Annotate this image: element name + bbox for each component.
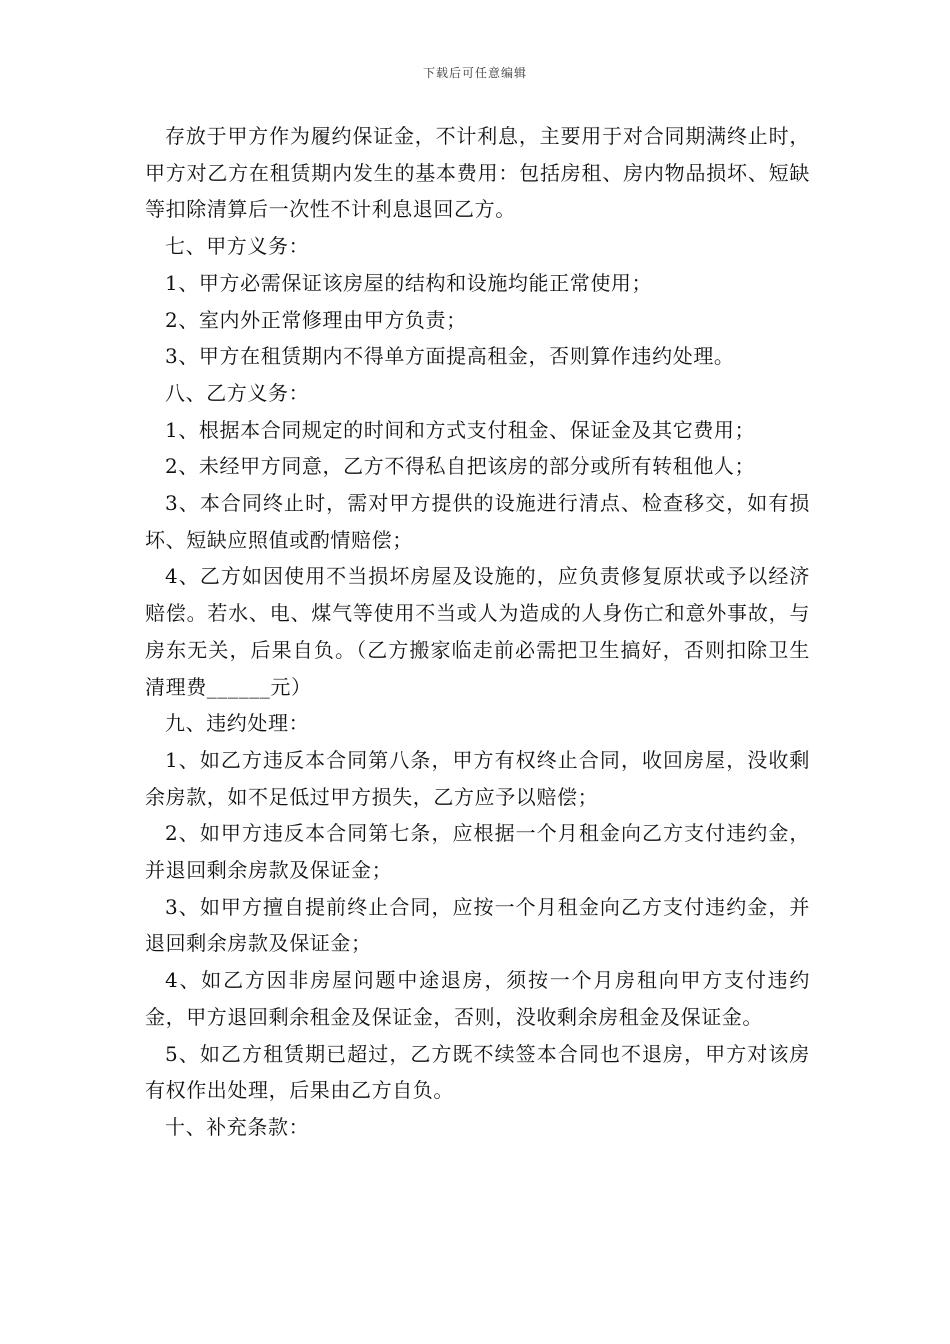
clause-breach-3: 3、如甲方擅自提前终止合同，应按一个月租金向乙方支付违约金，并退回剩余房款及保证金； — [145, 894, 810, 956]
clause-b-4: 4、乙方如因使用不当损坏房屋及设施的，应负责修复原状或予以经济赔偿。若水、电、煤气等使用不当或人为造成的人身伤亡和意外事故，与房东无关，后果自负。（乙方搬家临走前必需把卫生搞好，否则扣除卫生清理费______元） — [145, 564, 810, 699]
clause-breach-2: 2、如甲方违反本合同第七条，应根据一个月租金向乙方支付违约金，并退回剩余房款及保证金； — [145, 821, 810, 883]
document-body — [145, 118, 810, 1146]
paragraph-deposit: 存放于甲方作为履约保证金，不计利息，主要用于对合同期满终止时，甲方对乙方在租赁期内发生的基本费用：包括房租、房内物品损坏、短缺等扣除清算后一次性不计利息退回乙方。 — [145, 124, 810, 222]
section-heading-breach: 九、违约处理： — [165, 711, 310, 736]
clause-b-1: 1、根据本合同规定的时间和方式支付租金、保证金及其它费用； — [165, 417, 756, 442]
section-heading-party-b-obligations: 八、乙方义务： — [165, 380, 310, 405]
section-heading-supplementary: 十、补充条款： — [165, 1114, 310, 1139]
clause-breach-4: 4、如乙方因非房屋问题中途退房，须按一个月房租向甲方支付违约金，甲方退回剩余租金及保证金，否则，没收剩余房租金及保证金。 — [145, 968, 810, 1029]
clause-breach-1: 1、如乙方违反本合同第八条，甲方有权终止合同，收回房屋，没收剩余房款，如不足低过甲方损失，乙方应予以赔偿； — [145, 747, 810, 809]
clause-b-2: 2、未经甲方同意，乙方不得私自把该房的部分或所有转租他人； — [165, 454, 756, 479]
clause-a-3: 3、甲方在租赁期内不得单方面提高租金，否则算作违约处理。 — [165, 344, 735, 369]
page-header: 下载后可任意编辑 — [422, 66, 527, 80]
clause-a-1: 1、甲方必需保证该房屋的结构和设施均能正常使用； — [165, 270, 653, 295]
clause-a-2: 2、室内外正常修理由甲方负责； — [165, 307, 467, 332]
section-heading-party-a-obligations: 七、甲方义务： — [165, 234, 310, 259]
clause-breach-5: 5、如乙方租赁期已超过，乙方既不续签本合同也不退房，甲方对该房有权作出处理，后果由乙方自负。 — [145, 1041, 810, 1103]
clause-b-3: 3、本合同终止时，需对甲方提供的设施进行清点、检查移交，如有损坏、短缺应照值或酌情赔偿； — [145, 491, 810, 552]
